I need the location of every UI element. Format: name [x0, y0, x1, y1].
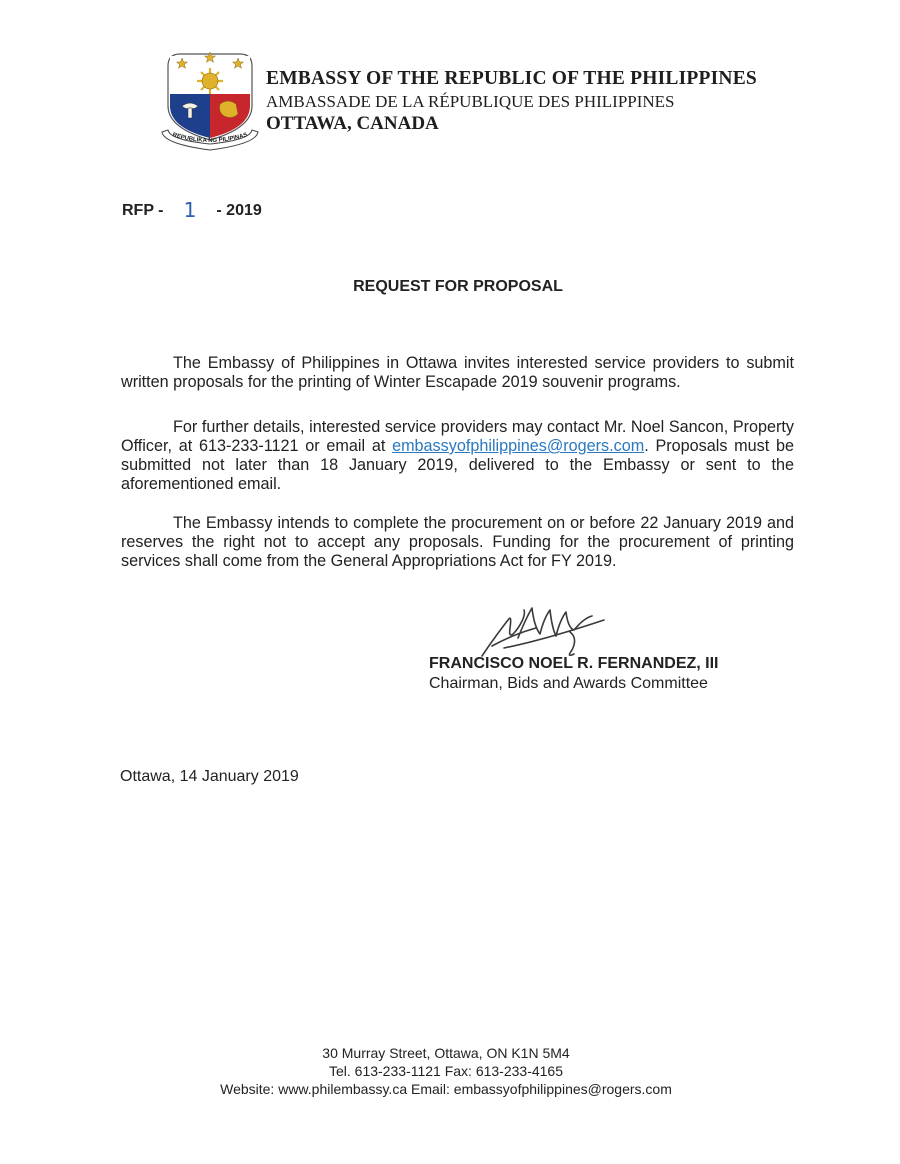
paragraph-contact-text: For further details, interested service providers may contact Mr. Noel Sancon, Property Officer, at 613-233-1121 or email at: [121, 418, 794, 455]
footer-website-email: Website: www.philembassy.ca Email: embassyofphilippines@rogers.com: [220, 1081, 672, 1097]
letterhead: [266, 67, 757, 136]
philippine-coat-of-arms-seal: [160, 48, 260, 154]
seal-motto: REPUBLIKA NG PILIPINAS: [171, 132, 249, 145]
footer-address: 30 Murray Street, Ottawa, ON K1N 5M4: [322, 1045, 570, 1061]
footer-phone-fax: Tel. 613-233-1121 Fax: 613-233-4165: [328, 1063, 563, 1079]
signatory-title: Chairman, Bids and Awards Committee: [429, 675, 708, 692]
paragraph-procurement: [121, 514, 794, 571]
embassy-name-french: AMBASSADE DE LA RÉPUBLIQUE DES PHILIPPINES: [266, 92, 675, 111]
embassy-name-english: EMBASSY OF THE REPUBLIC OF THE PHILIPPINES: [266, 68, 757, 89]
footer-contact: [0, 1044, 892, 1098]
email-link[interactable]: embassyofphilippines@rogers.com: [392, 437, 645, 455]
paragraph-procurement-text: The Embassy intends to complete the procurement on or before 22 January 2019 and reserves the right not to accept any proposals. Funding for the procurement of printing services shall come from the General Appropriations Act for FY 2019.: [121, 514, 794, 570]
rfp-prefix: RFP -: [122, 202, 164, 219]
paragraph-invitation: [121, 354, 794, 392]
signatory-block: [429, 654, 719, 694]
paragraph-invitation-text: The Embassy of Philippines in Ottawa invites interested service providers to submit written proposals for the printing of Winter Escapade 2019 souvenir programs.: [121, 354, 794, 391]
rfp-suffix: - 2019: [216, 202, 262, 219]
paragraph-contact: [121, 418, 794, 494]
place-and-date: Ottawa, 14 January 2019: [120, 768, 299, 785]
rfp-reference: [122, 196, 262, 220]
document-title: REQUEST FOR PROPOSAL: [353, 278, 563, 295]
signatory-name: FRANCISCO NOEL R. FERNANDEZ, III: [429, 655, 719, 672]
paragraph-contact-deadline: . Proposals must be submitted not later than 18 January 2019, delivered to the Embassy or sent to the aforementioned email.: [121, 437, 794, 493]
embassy-location: OTTAWA, CANADA: [266, 113, 439, 134]
rfp-number-handwritten: 1: [183, 198, 197, 222]
